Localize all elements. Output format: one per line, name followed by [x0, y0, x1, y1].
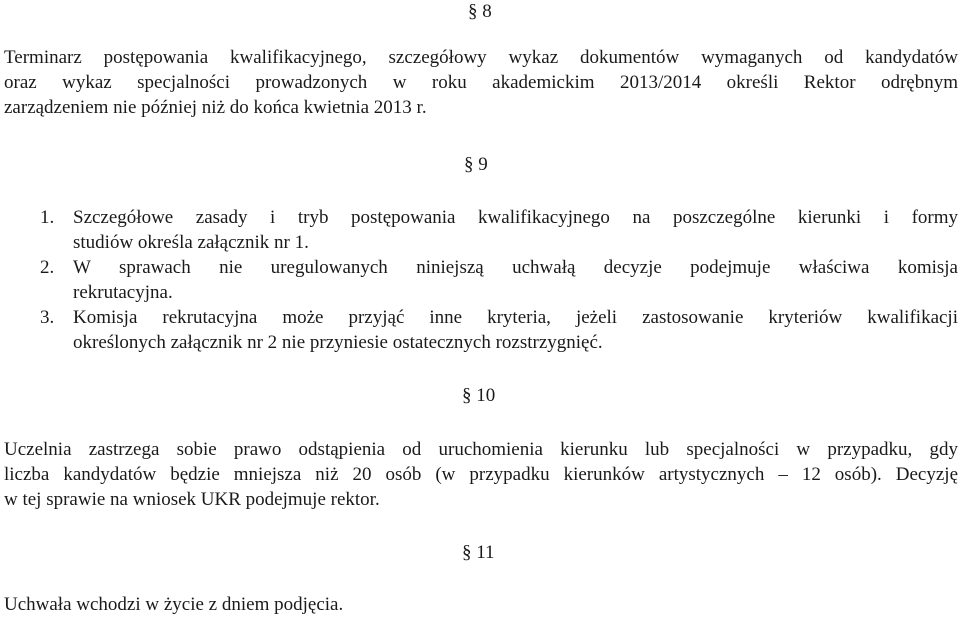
section-8-paragraph [4, 45, 958, 120]
item-number: 2. [40, 257, 55, 278]
section-11-paragraph [4, 592, 958, 617]
item-line: studiów określa załącznik nr 1. [73, 232, 309, 253]
section-11-line: Uchwała wchodzi w życie z dniem podjęcia. [4, 594, 344, 615]
section-10-line: w tej sprawie na wniosek UKR podejmuje rektor. [4, 489, 380, 510]
section-9-list [40, 205, 958, 355]
section-8-line: zarządzeniem nie później niż do końca kwietnia 2013 r. [4, 97, 427, 118]
section-11-heading: § 11 [462, 542, 495, 563]
item-number: 3. [40, 307, 55, 328]
item-number: 1. [40, 207, 55, 228]
item-line: rekrutacyjna. [73, 282, 173, 303]
section-10-heading: § 10 [462, 385, 496, 406]
section-10-paragraph [4, 437, 958, 512]
section-8-heading: § 8 [468, 1, 492, 22]
section-9-heading: § 9 [464, 154, 488, 175]
section-8-line: oraz wykaz specjalności prowadzonych w roku akademickim 2013/2014 określi Rektor odrębnym [4, 72, 958, 93]
item-line: W sprawach nie uregulowanych niniejszą uchwałą decyzje podejmuje właściwa komisja [73, 257, 958, 278]
item-line: określonych załącznik nr 2 nie przyniesie ostatecznych rozstrzygnięć. [73, 332, 603, 353]
section-9-item-3 [40, 305, 958, 355]
section-10-line: Uczelnia zastrzega sobie prawo odstąpienia od uruchomienia kierunku lub specjalności w przypadku, gdy [4, 439, 958, 460]
section-10-line: liczba kandydatów będzie mniejsza niż 20 osób (w przypadku kierunków artystycznych – 12 osób). Decyzję [4, 464, 958, 485]
section-9-item-2 [40, 255, 958, 305]
section-8-line: Terminarz postępowania kwalifikacyjnego, szczegółowy wykaz dokumentów wymaganych od kandydatów [4, 47, 958, 68]
item-line: Szczegółowe zasady i tryb postępowania kwalifikacyjnego na poszczególne kierunki i formy [73, 207, 958, 228]
item-line: Komisja rekrutacyjna może przyjąć inne kryteria, jeżeli zastosowanie kryteriów kwalifikacji [73, 307, 958, 328]
section-9-item-1 [40, 205, 958, 255]
